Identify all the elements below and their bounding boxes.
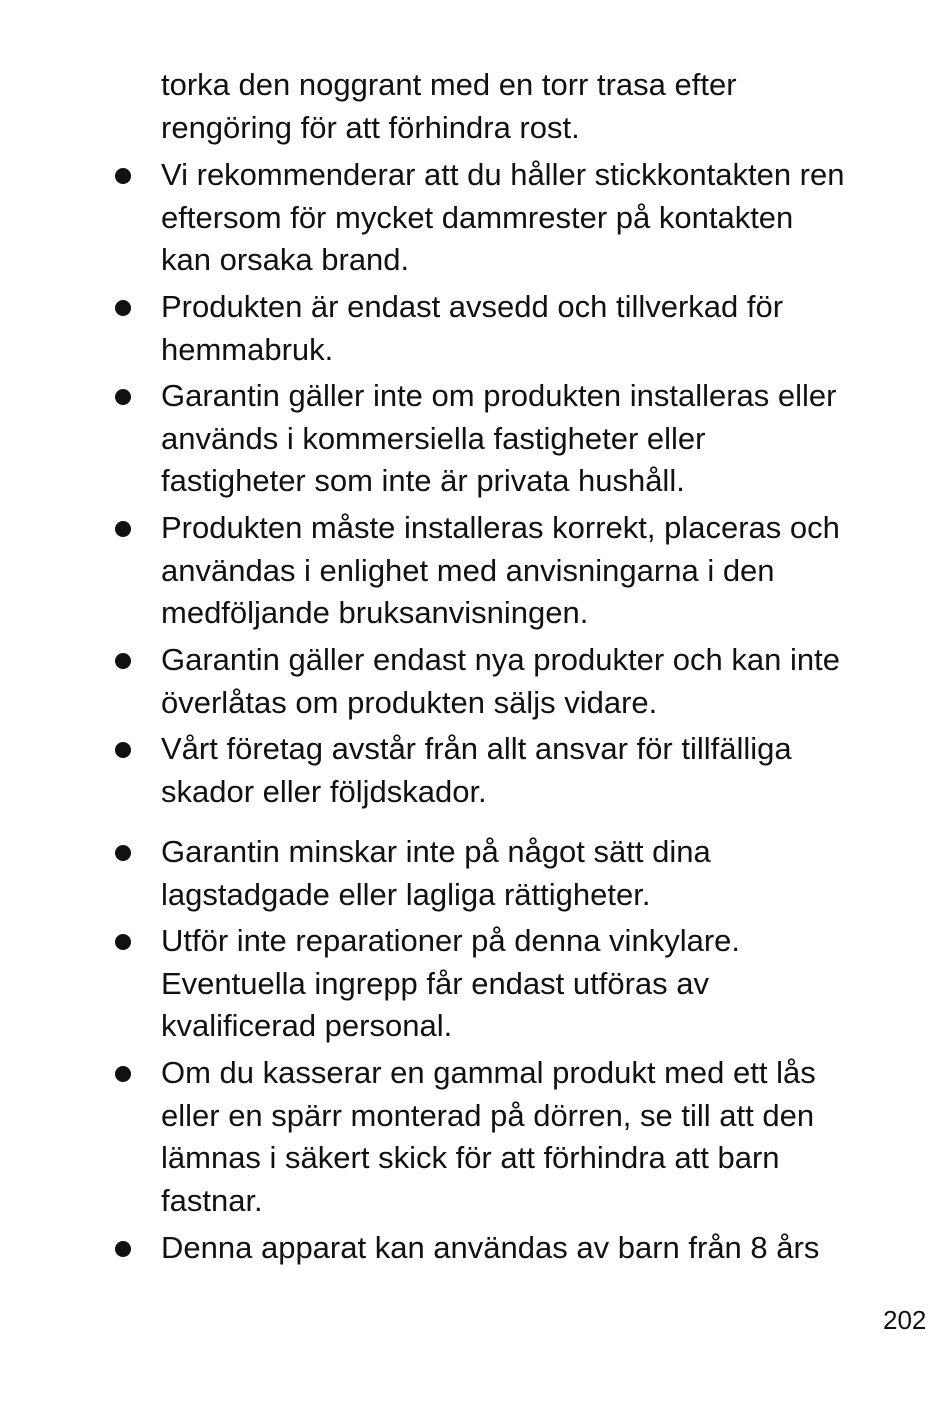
- list-item: Vårt företag avstår från allt ansvar för tillfälliga skador eller följdskador.: [161, 731, 792, 809]
- bullet-icon: [115, 934, 131, 950]
- list-item: Produkten måste installeras korrekt, placeras och användas i enlighet med anvisningarna i den medföljande bruksanvisningen.: [161, 510, 840, 630]
- list-item: Vi rekommenderar att du håller stickkontakten ren eftersom för mycket dammrester på kontakten kan orsaka brand.: [161, 157, 845, 277]
- list-item: Produkten är endast avsedd och tillverkad för hemmabruk.: [161, 289, 784, 367]
- bullet-icon: [115, 845, 131, 861]
- list-item: Garantin minskar inte på något sätt dina lagstadgade eller lagliga rättigheter.: [161, 834, 711, 912]
- bullet-icon: [115, 521, 131, 537]
- bullet-icon: [115, 742, 131, 758]
- list-item: Denna apparat kan användas av barn från 8 års: [161, 1230, 820, 1265]
- page-number: 202: [883, 1305, 927, 1335]
- list-item: Garantin gäller inte om produkten installeras eller används i kommersiella fastigheter eller fastigheter som inte är privata hushåll.: [161, 378, 837, 498]
- bullet-icon: [115, 653, 131, 669]
- bullet-icon: [115, 168, 131, 184]
- bullet-icon: [115, 389, 131, 405]
- continuation-text: torka den noggrant med en torr trasa efter rengöring för att förhindra rost.: [161, 67, 737, 145]
- list-item: Utför inte reparationer på denna vinkylare. Eventuella ingrepp får endast utföras av kvalificerad personal.: [161, 923, 740, 1043]
- bullet-icon: [115, 300, 131, 316]
- list-item: Garantin gäller endast nya produkter och kan inte överlåtas om produkten säljs vidare.: [161, 642, 840, 720]
- list-item: Om du kasserar en gammal produkt med ett lås eller en spärr monterad på dörren, se till att den lämnas i säkert skick för att förhindra att barn fastnar.: [161, 1055, 816, 1218]
- bullet-icon: [115, 1066, 131, 1082]
- bullet-icon: [115, 1241, 131, 1257]
